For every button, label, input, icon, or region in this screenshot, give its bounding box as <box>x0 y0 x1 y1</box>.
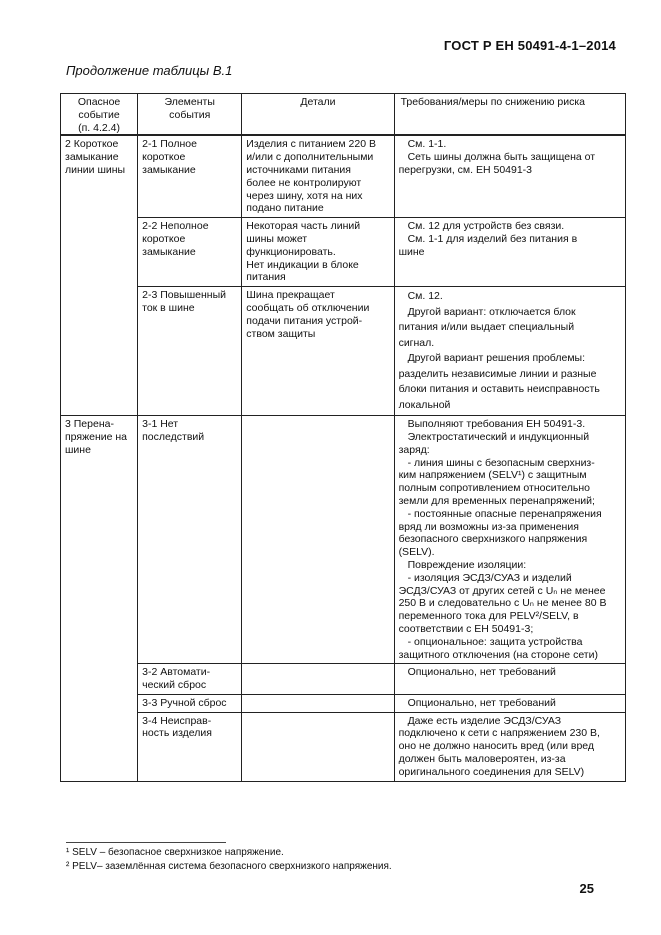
event-element-cell: 2-3 Повышенный ток в шине <box>138 287 242 416</box>
details-cell <box>242 712 394 781</box>
table-row <box>61 712 626 781</box>
measure-paragraph: Другой вариант: отключается блок питания и/или выдает специальный сигнал. <box>398 305 576 349</box>
event-element-cell: 3-1 Нет последствий <box>138 416 242 664</box>
footnote-separator <box>66 842 226 843</box>
measure-paragraph: Электростатический и индукционный заряд: <box>398 430 590 456</box>
measure-paragraph: Опционально, нет требований <box>407 666 556 679</box>
table-row <box>61 694 626 712</box>
table-row <box>61 135 626 217</box>
event-element-cell: 3-2 Автомати- ческий сброс <box>138 664 242 695</box>
measures-cell <box>394 694 625 712</box>
event-element-cell: 3-4 Неисправ- ность изделия <box>138 712 242 781</box>
table-row <box>61 287 626 416</box>
measures-cell <box>394 664 625 695</box>
measure-paragraph: - постоянные опасные перенапряжения вряд ли возможны из-за применения безопасного сверхнизкого напряжения (SELV). <box>398 507 602 559</box>
hazard-event-cell: 3 Перена- пряжение на шине <box>61 416 138 782</box>
measure-paragraph: Повреждение изоляции: <box>407 558 527 571</box>
measure-paragraph: Опционально, нет требований <box>407 696 556 709</box>
measure-paragraph: Сеть шины должна быть защищена от перегрузки, см. ЕН 50491-3 <box>398 151 596 176</box>
measure-paragraph: См. 12. <box>407 290 443 303</box>
table-row <box>61 416 626 664</box>
measure-paragraph: См. 1-1 для изделий без питания в шине <box>398 232 578 258</box>
measure-paragraph: - изоляция ЭСДЗ/СУАЗ и изделий ЭСДЗ/СУАЗ от других сетей с Uₙ не менее 250 В и следовательно с Uₙ не менее 80 В переменного тока для PELV²/SELV, в соответствии с ЕН 50491-3; <box>398 571 607 635</box>
measure-paragraph: Даже есть изделие ЭСДЗ/СУАЗ подключено к сети с напряжением 230 В, оно не должно наносить вред (или вред должен быть маловероятен, из-за оригинального соединения для SELV) <box>398 714 600 778</box>
col-header-details: Детали <box>242 94 394 136</box>
measures-cell <box>394 287 625 416</box>
measure-paragraph: См. 12 для устройств без связи. <box>407 220 565 233</box>
col-header-event: Опасное событие (п. 4.2.4) <box>61 94 138 136</box>
table-row <box>61 218 626 287</box>
event-element-cell: 2-1 Полное короткое замыкание <box>138 135 242 217</box>
hazard-table <box>60 93 626 782</box>
measure-paragraph: Другой вариант решения проблемы: разделить независимые линии и разные блоки питания и оставить неисправность локальной <box>398 352 600 411</box>
page-number: 25 <box>579 881 594 896</box>
measure-paragraph: См. 1-1. <box>407 138 447 151</box>
details-cell <box>242 694 394 712</box>
measure-paragraph: Выполняют требования ЕН 50491-3. <box>407 418 586 431</box>
event-element-cell: 3-3 Ручной сброс <box>138 694 242 712</box>
details-cell: Шина прекращает сообщать об отключении подачи питания устрой- ством защиты <box>242 287 394 416</box>
table-row <box>61 664 626 695</box>
hazard-event-cell: 2 Короткое замыкание линии шины <box>61 135 138 415</box>
measure-paragraph: - линия шины с безопасным сверхниз- ким напряжением (SELV¹) с защитным полным сопротивлением относительно земли для временных перенапряжений; <box>398 456 595 507</box>
measures-cell <box>394 135 625 217</box>
measures-cell <box>394 712 625 781</box>
details-cell <box>242 664 394 695</box>
col-header-measures: Требования/меры по снижению риска <box>394 94 625 136</box>
event-element-cell: 2-2 Неполное короткое замыкание <box>138 218 242 287</box>
footnote-1: ¹ SELV – безопасное сверхнизкое напряжение. <box>66 847 284 858</box>
document-header: ГОСТ Р ЕН 50491-4-1–2014 <box>443 38 616 53</box>
col-header-elements: Элементы события <box>138 94 242 136</box>
measure-paragraph: - опциональное: защита устройства защитного отключения (на стороне сети) <box>398 635 598 661</box>
table-header-row <box>61 94 626 136</box>
table-caption: Продолжение таблицы В.1 <box>66 63 233 78</box>
details-cell: Изделия с питанием 220 В и/или с дополнительными источниками питания более не контролируют через шину, хотя на них подано питание <box>242 135 394 217</box>
measures-cell <box>394 416 625 664</box>
details-cell <box>242 416 394 664</box>
details-cell: Некоторая часть линий шины может функционировать. Нет индикации в блоке питания <box>242 218 394 287</box>
footnote-2: ² PELV– заземлённая система безопасного сверхнизкого напряжения. <box>66 861 392 872</box>
measures-cell <box>394 218 625 287</box>
